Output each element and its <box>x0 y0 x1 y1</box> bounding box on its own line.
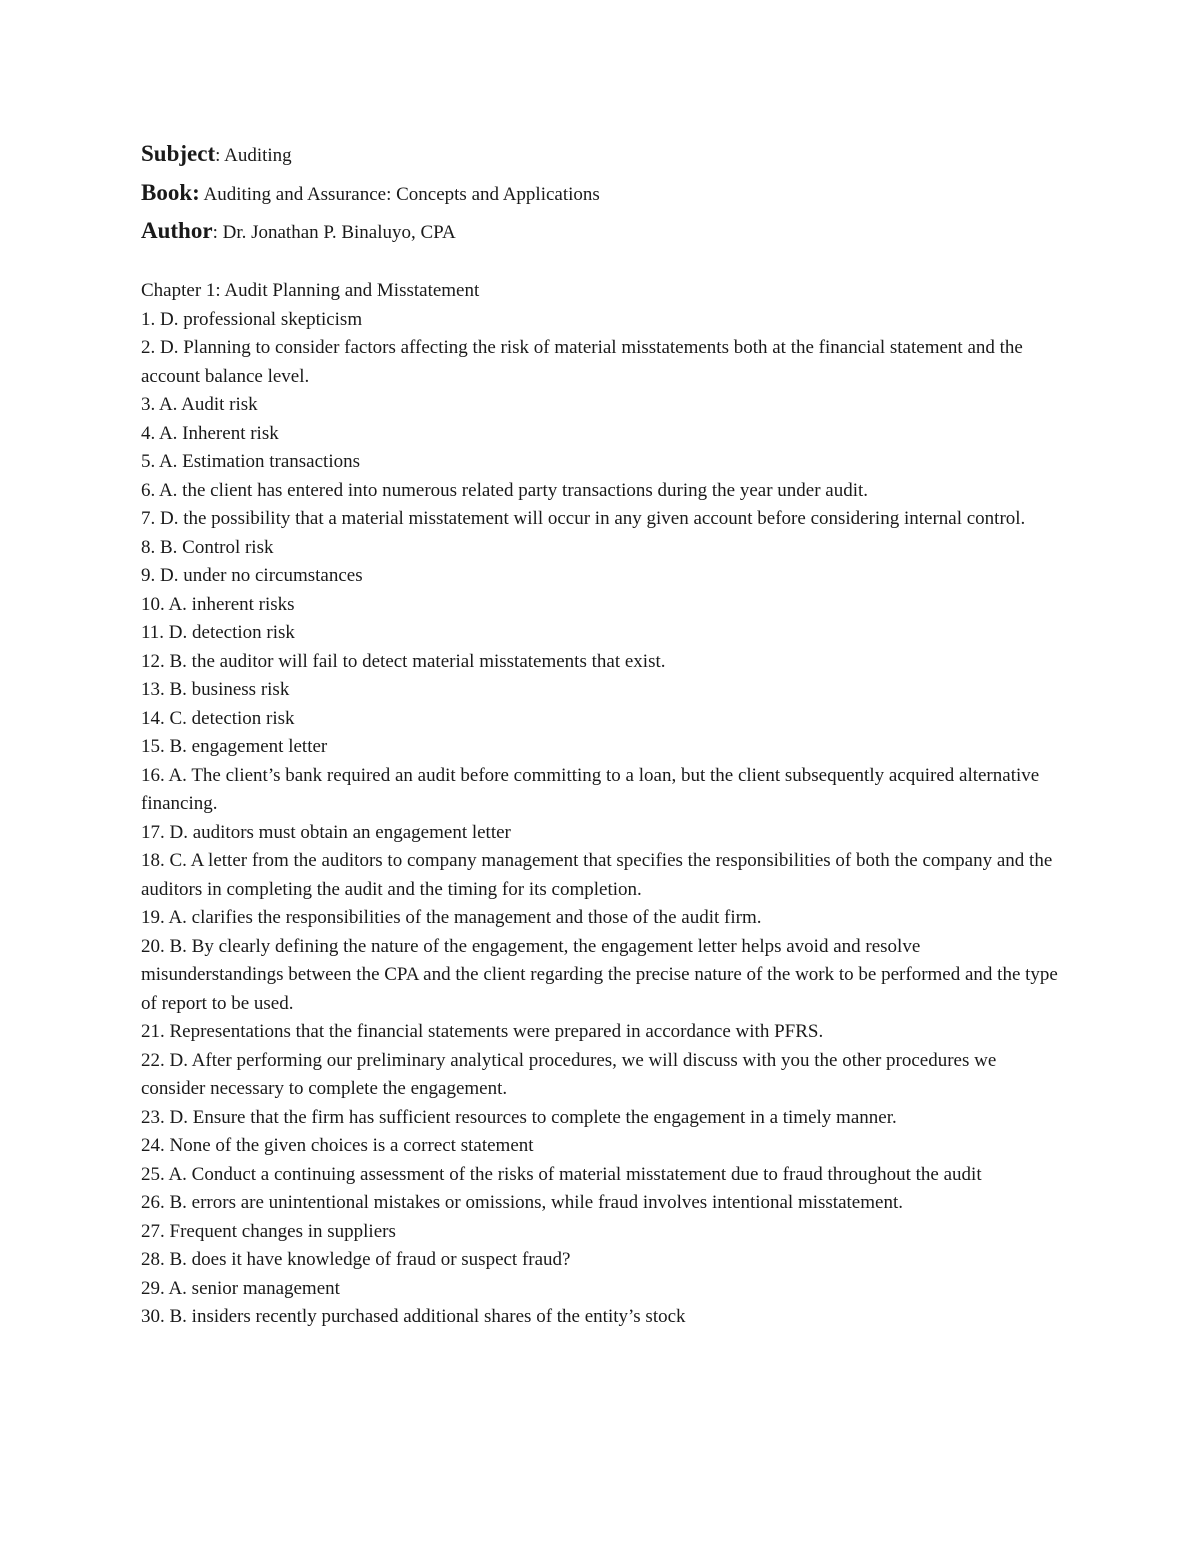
answer-item: 3. A. Audit risk <box>141 394 258 415</box>
answer-item: 28. B. does it have knowledge of fraud or suspect fraud? <box>141 1249 571 1270</box>
document-page <box>141 142 1061 1332</box>
answer-item: 30. B. insiders recently purchased additional shares of the entity’s stock <box>141 1306 686 1327</box>
chapter-title: Chapter 1: Audit Planning and Misstatement <box>141 280 480 301</box>
book-label: Book: <box>141 180 200 205</box>
answer-item: 18. C. A letter from the auditors to company management that specifies the responsibilities of both the company and the auditors in completing the audit and the timing for its completion. <box>141 850 1053 900</box>
answer-item: 15. B. engagement letter <box>141 736 328 757</box>
answer-item: 9. D. under no circumstances <box>141 565 363 586</box>
answer-item: 7. D. the possibility that a material misstatement will occur in any given account before considering internal control. <box>141 508 1026 529</box>
answer-item: 14. C. detection risk <box>141 707 295 729</box>
answer-item: 16. A. The client’s bank required an audit before committing to a loan, but the client subsequently acquired alternative financing. <box>141 764 1040 814</box>
answer-item: 10. A. inherent risks <box>141 593 295 615</box>
answer-item: 5. A. Estimation transactions <box>141 451 361 472</box>
subject-label: Subject <box>141 141 216 166</box>
answer-item: 13. B. business risk <box>141 679 290 700</box>
answer-item: 6. A. the client has entered into numerous related party transactions during the year under audit. <box>141 479 869 501</box>
answer-item: 11. D. detection risk <box>141 622 295 643</box>
answer-item: 4. A. Inherent risk <box>141 422 279 444</box>
answer-item: 23. D. Ensure that the firm has sufficient resources to complete the engagement in a timely manner. <box>141 1106 897 1128</box>
answer-item: 29. A. senior management <box>141 1277 340 1299</box>
answer-list <box>141 306 1061 1332</box>
answer-item: 22. D. After performing our preliminary analytical procedures, we will discuss with you the other procedures we consider necessary to complete the engagement. <box>141 1049 997 1099</box>
answer-item: 27. Frequent changes in suppliers <box>141 1220 396 1242</box>
answer-item: 20. B. By clearly defining the nature of the engagement, the engagement letter helps avoid and resolve misunderstandings between the CPA and the client regarding the precise nature of the work to be performed and the type of report to be used. <box>141 935 1058 1014</box>
answer-item: 19. A. clarifies the responsibilities of the management and those of the audit firm. <box>141 907 762 928</box>
answer-item: 21. Representations that the financial statements were prepared in accordance with PFRS. <box>141 1021 824 1042</box>
answer-item: 24. None of the given choices is a correct statement <box>141 1135 534 1156</box>
answer-item: 2. D. Planning to consider factors affecting the risk of material misstatements both at the financial statement and the account balance level. <box>141 337 1023 387</box>
author-label: Author <box>141 218 213 243</box>
answer-item: 12. B. the auditor will fail to detect material misstatements that exist. <box>141 650 666 672</box>
author-value: : Dr. Jonathan P. Binaluyo, CPA <box>212 222 456 243</box>
answer-item: 8. B. Control risk <box>141 536 274 558</box>
answer-item: 17. D. auditors must obtain an engagement letter <box>141 821 511 843</box>
book-value: Auditing and Assurance: Concepts and Applications <box>199 184 600 205</box>
subject-value: : Auditing <box>215 145 292 166</box>
subject-line <box>141 142 1061 168</box>
author-line <box>141 219 1061 245</box>
answer-item: 1. D. professional skepticism <box>141 308 363 330</box>
answer-item: 26. B. errors are unintentional mistakes or omissions, while fraud involves intentional misstatement. <box>141 1192 903 1213</box>
answer-item: 25. A. Conduct a continuing assessment of the risks of material misstatement due to fraud throughout the audit <box>141 1163 982 1185</box>
book-line <box>141 181 1061 207</box>
